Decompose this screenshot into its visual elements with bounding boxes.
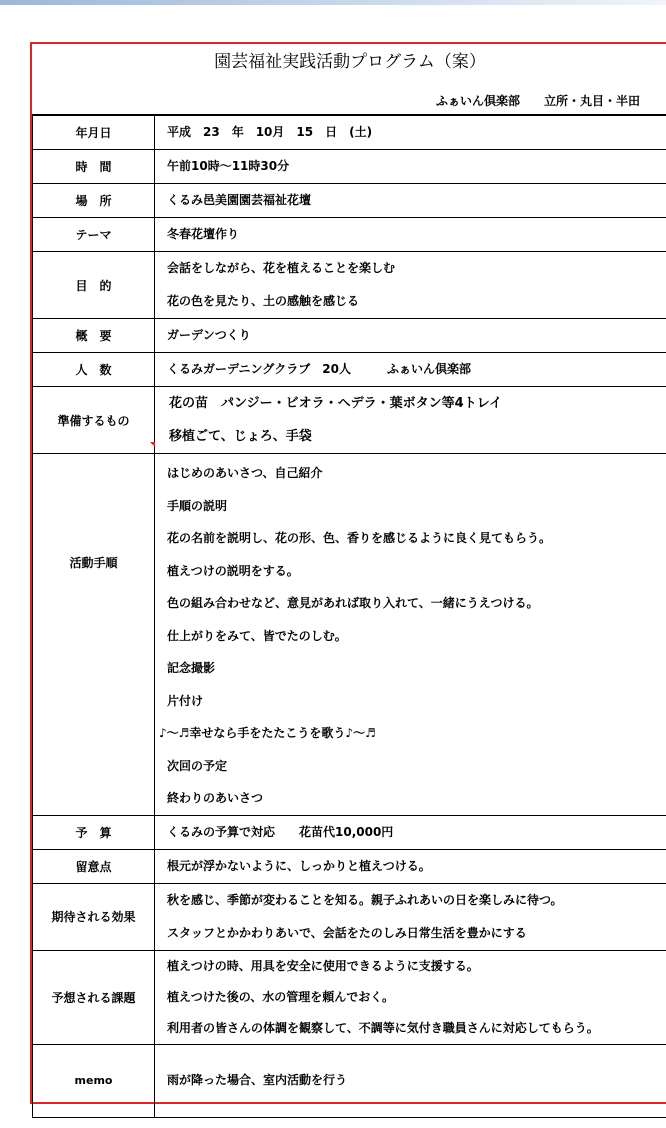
issues-line: 植えつけの時、用具を安全に使用できるように支援する。 (167, 958, 479, 973)
effects-line: スタッフとかかわりあいで、会話をたのしみ日常生活を豊かにする (167, 925, 527, 940)
row-time (33, 150, 666, 184)
row-issues (33, 950, 666, 1044)
purpose-line: 花の色を見たり、土の感触を感じる (167, 294, 360, 308)
row-activity (33, 454, 666, 816)
overview-text: ガーデンつくり (167, 328, 251, 342)
label-purpose: 目 的 (33, 252, 155, 319)
activity-step: 終わりのあいさつ (167, 791, 264, 805)
document-title: 園芸福祉実践活動プログラム（案） (214, 52, 486, 72)
program-document (30, 42, 666, 1104)
prep-line: 花の苗 パンジー・ビオラ・ヘデラ・葉ボタン等4トレイ (169, 396, 503, 411)
row-place (33, 184, 666, 218)
issues-line: 植えつけた後の、水の管理を頼んでおく。 (167, 989, 395, 1004)
row-people (33, 353, 666, 387)
time-text: 午前10時～11時30分 (167, 159, 290, 173)
value-date (155, 115, 666, 150)
row-date (33, 115, 666, 150)
row-overview (33, 319, 666, 353)
program-table (32, 114, 666, 1118)
value-effects (155, 883, 666, 950)
label-date: 年月日 (33, 115, 155, 150)
value-time (155, 150, 666, 184)
activity-step: 手順の説明 (167, 498, 228, 513)
row-budget (33, 815, 666, 849)
notes-text: 根元が浮かないように、しっかりと植えつける。 (167, 858, 431, 873)
label-memo: memo (33, 1044, 155, 1117)
effects-line: 秋を感じ、季節が変わることを知る。親子ふれあいの日を楽しみに待つ。 (167, 892, 563, 907)
row-memo (33, 1044, 666, 1117)
comment-marker-icon (150, 442, 155, 447)
activity-step: 植えつけの説明をする。 (167, 563, 299, 578)
budget-text: くるみの予算で対応 花苗代10,000円 (167, 824, 394, 839)
label-budget: 予 算 (33, 815, 155, 849)
place-text: くるみ邑美園園芸福祉花壇 (167, 193, 312, 207)
value-memo (155, 1044, 666, 1117)
issues-line: 利用者の皆さんの体調を観察して、不調等に気付き職員さんに対応してもらう。 (167, 1020, 599, 1035)
window-top-bar (0, 0, 666, 5)
label-activity (33, 454, 155, 816)
label-time: 時 間 (33, 150, 155, 184)
row-prep (33, 387, 666, 454)
prep-line: 移植ごて、じょろ、手袋 (169, 429, 312, 444)
value-budget (155, 815, 666, 849)
value-purpose (155, 252, 666, 319)
value-people (155, 353, 666, 387)
organization-line: ふぁいん倶楽部 立所・丸目・半田 (435, 94, 640, 108)
activity-step: 色の組み合わせなど、意見があれば取り入れて、一緒にうえつける。 (167, 596, 539, 610)
theme-text: 冬春花壇作り (167, 227, 240, 241)
value-issues (155, 950, 666, 1044)
activity-step: 仕上がりをみて、皆でたのしむ。 (167, 628, 347, 643)
label-people: 人 数 (33, 353, 155, 387)
value-notes (155, 849, 666, 883)
value-place (155, 184, 666, 218)
value-overview (155, 319, 666, 353)
value-theme (155, 218, 666, 252)
people-text: くるみガーデニングクラブ 20人 ふぁいん倶楽部 (167, 362, 471, 376)
label-theme: テーマ (33, 218, 155, 252)
row-effects (33, 883, 666, 950)
purpose-line: 会話をしながら、花を植えることを楽しむ (167, 261, 396, 275)
label-notes: 留意点 (33, 849, 155, 883)
activity-step: ♪～♬幸せなら手をたたこうを歌う♪～♬ (159, 726, 376, 740)
label-place: 場 所 (33, 184, 155, 218)
date-text: 平成 23 年 10月 15 日 (土) (167, 125, 373, 139)
value-activity (155, 454, 666, 816)
label-effects: 期待される効果 (33, 883, 155, 950)
activity-step: 花の名前を説明し、花の形、色、香りを感じるように良く見てもらう。 (167, 531, 552, 545)
label-prep: 準備するもの (33, 387, 155, 454)
label-issues: 予想される課題 (33, 950, 155, 1044)
activity-step: 記念撮影 (167, 661, 216, 675)
activity-step: はじめのあいさつ、自己紹介 (167, 466, 323, 480)
value-prep (155, 387, 666, 454)
activity-step: 次回の予定 (167, 758, 228, 773)
row-notes (33, 849, 666, 883)
row-theme (33, 218, 666, 252)
memo-text: 雨が降った場合、室内活動を行う (167, 1073, 348, 1087)
activity-label-text: 活動手順 (69, 556, 118, 570)
row-purpose (33, 252, 666, 319)
activity-step: 片付け (167, 693, 204, 708)
label-overview: 概 要 (33, 319, 155, 353)
